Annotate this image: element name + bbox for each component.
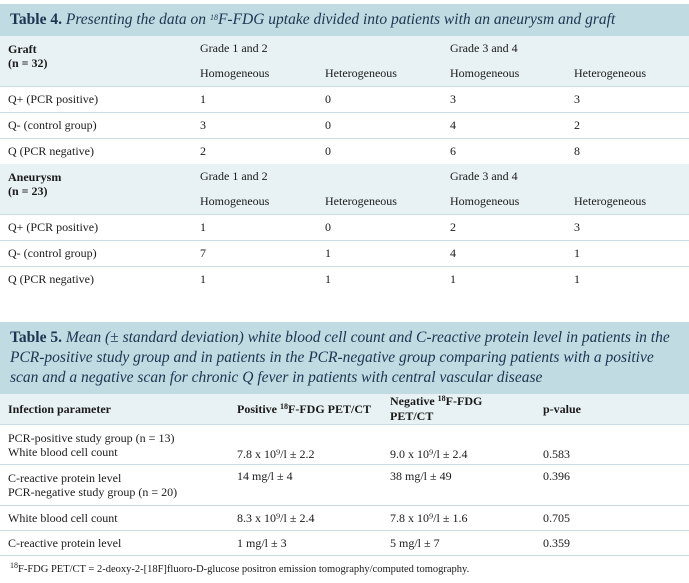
table-5-label: Table 5. bbox=[10, 329, 62, 346]
table-4 bbox=[0, 4, 689, 292]
header-cell: Infection parameter bbox=[0, 394, 229, 425]
cell: 0 bbox=[317, 139, 442, 165]
table-5-footnote: $^{18}$F-FDG PET/CT = 2-deoxy-2-[18F]fluoro-D-glucose positron emission tomography/computed tomography. bbox=[0, 555, 689, 583]
table-row bbox=[0, 139, 689, 165]
cell: 3 bbox=[442, 87, 566, 113]
group-name-cell bbox=[0, 164, 192, 215]
group-name-cell bbox=[0, 36, 192, 87]
cell: 7.8 x 10⁹/l ± 2.2 bbox=[237, 447, 315, 461]
cell: 1 bbox=[566, 241, 689, 267]
table-4-grid bbox=[0, 36, 689, 292]
group-name: Aneurysm bbox=[8, 170, 62, 184]
row-label: C-reactive protein level PCR-negative study group (n = 20) bbox=[0, 465, 229, 506]
table-row bbox=[0, 113, 689, 139]
aneurysm-header-row bbox=[0, 164, 689, 189]
row-label: Q- (control group) bbox=[0, 241, 192, 267]
subheader-cell: Homogeneous bbox=[192, 189, 317, 215]
cell: 1 bbox=[192, 215, 317, 241]
cell: 5 mg/l ± 7 bbox=[382, 531, 535, 556]
group-n: (n = 23) bbox=[8, 184, 48, 198]
row-label: Q (PCR negative) bbox=[0, 267, 192, 293]
table-5-grid bbox=[0, 394, 689, 555]
group-name: Graft bbox=[8, 42, 37, 56]
header-cell: Positive $^{18}$F-FDG PET/CT bbox=[229, 394, 382, 425]
row-label: Q+ (PCR positive) bbox=[0, 215, 192, 241]
table-row bbox=[0, 87, 689, 113]
cell: 2 bbox=[192, 139, 317, 165]
grade-header: Grade 1 and 2 bbox=[192, 164, 442, 189]
row-label: Q+ (PCR positive) bbox=[0, 87, 192, 113]
table-row bbox=[0, 531, 689, 556]
grade-header: Grade 1 and 2 bbox=[192, 36, 442, 61]
grade-header: Grade 3 and 4 bbox=[442, 164, 689, 189]
row-label: Q- (control group) bbox=[0, 113, 192, 139]
row-label: PCR-positive study group (n = 13) White blood cell count bbox=[8, 430, 175, 459]
cell: 1 bbox=[192, 267, 317, 293]
cell: 0 bbox=[317, 215, 442, 241]
cell: 1 bbox=[566, 267, 689, 293]
cell: 9.0 x 10⁹/l ± 2.4 bbox=[390, 447, 468, 461]
subheader-cell: Heterogeneous bbox=[566, 61, 689, 87]
cell: 8 bbox=[566, 139, 689, 165]
cell: 3 bbox=[192, 113, 317, 139]
cell: 7 bbox=[192, 241, 317, 267]
cell: 7.8 x 10⁹/l ± 1.6 bbox=[382, 506, 535, 531]
header-cell: p-value bbox=[535, 394, 689, 425]
cell: 4 bbox=[442, 241, 566, 267]
table-5-title: Mean (± standard deviation) white blood cell count and C-reactive protein level in patients in the PCR-positive study group and in patients in the PCR-negative group comparing patients with a positive scan and a negative scan for chronic Q fever in patients with central vascular disease bbox=[10, 329, 670, 386]
cell: 3 bbox=[566, 215, 689, 241]
subheader-cell: Homogeneous bbox=[442, 189, 566, 215]
cell: 0 bbox=[317, 113, 442, 139]
cell: 3 bbox=[566, 87, 689, 113]
table-5 bbox=[0, 322, 689, 583]
cell: 0 bbox=[317, 87, 442, 113]
cell: 2 bbox=[442, 215, 566, 241]
table-5-caption bbox=[0, 322, 689, 394]
table-row bbox=[0, 465, 689, 506]
table-4-title: Presenting the data on $^{18}$F-FDG uptake divided into patients with an aneurysm and graft bbox=[65, 11, 616, 28]
table-row bbox=[0, 267, 689, 293]
group-n: (n = 32) bbox=[8, 56, 48, 70]
cell: 0.705 bbox=[535, 506, 689, 531]
table-4-label: Table 4. bbox=[10, 11, 62, 28]
cell: 1 bbox=[317, 267, 442, 293]
subheader-cell: Heterogeneous bbox=[317, 61, 442, 87]
cell: 38 mg/l ± 49 bbox=[382, 465, 535, 506]
header-cell: Negative $^{18}$F-FDG PET/CT bbox=[382, 394, 535, 425]
subheader-cell: Homogeneous bbox=[442, 61, 566, 87]
graft-header-row bbox=[0, 36, 689, 61]
cell: 0.396 bbox=[535, 465, 689, 506]
cell: 2 bbox=[566, 113, 689, 139]
cell: 14 mg/l ± 4 bbox=[229, 465, 382, 506]
grade-header: Grade 3 and 4 bbox=[442, 36, 689, 61]
row-label: C-reactive protein level bbox=[0, 531, 229, 556]
cell: 1 bbox=[317, 241, 442, 267]
cell: 1 mg/l ± 3 bbox=[229, 531, 382, 556]
cell: 8.3 x 10⁹/l ± 2.4 bbox=[229, 506, 382, 531]
row-label: White blood cell count bbox=[0, 506, 229, 531]
row-label: Q (PCR negative) bbox=[0, 139, 192, 165]
cell: 6 bbox=[442, 139, 566, 165]
subheader-cell: Homogeneous bbox=[192, 61, 317, 87]
table-row bbox=[0, 506, 689, 531]
subheader-cell: Heterogeneous bbox=[566, 189, 689, 215]
table-4-caption bbox=[0, 4, 689, 36]
subheader-cell: Heterogeneous bbox=[317, 189, 442, 215]
table-row bbox=[0, 425, 689, 465]
table-row bbox=[0, 215, 689, 241]
cell: 1 bbox=[442, 267, 566, 293]
cell: 4 bbox=[442, 113, 566, 139]
cell: 1 bbox=[192, 87, 317, 113]
cell: 0.359 bbox=[535, 531, 689, 556]
cell: 0.583 bbox=[543, 447, 570, 461]
table-5-header-row bbox=[0, 394, 689, 425]
table-row bbox=[0, 241, 689, 267]
